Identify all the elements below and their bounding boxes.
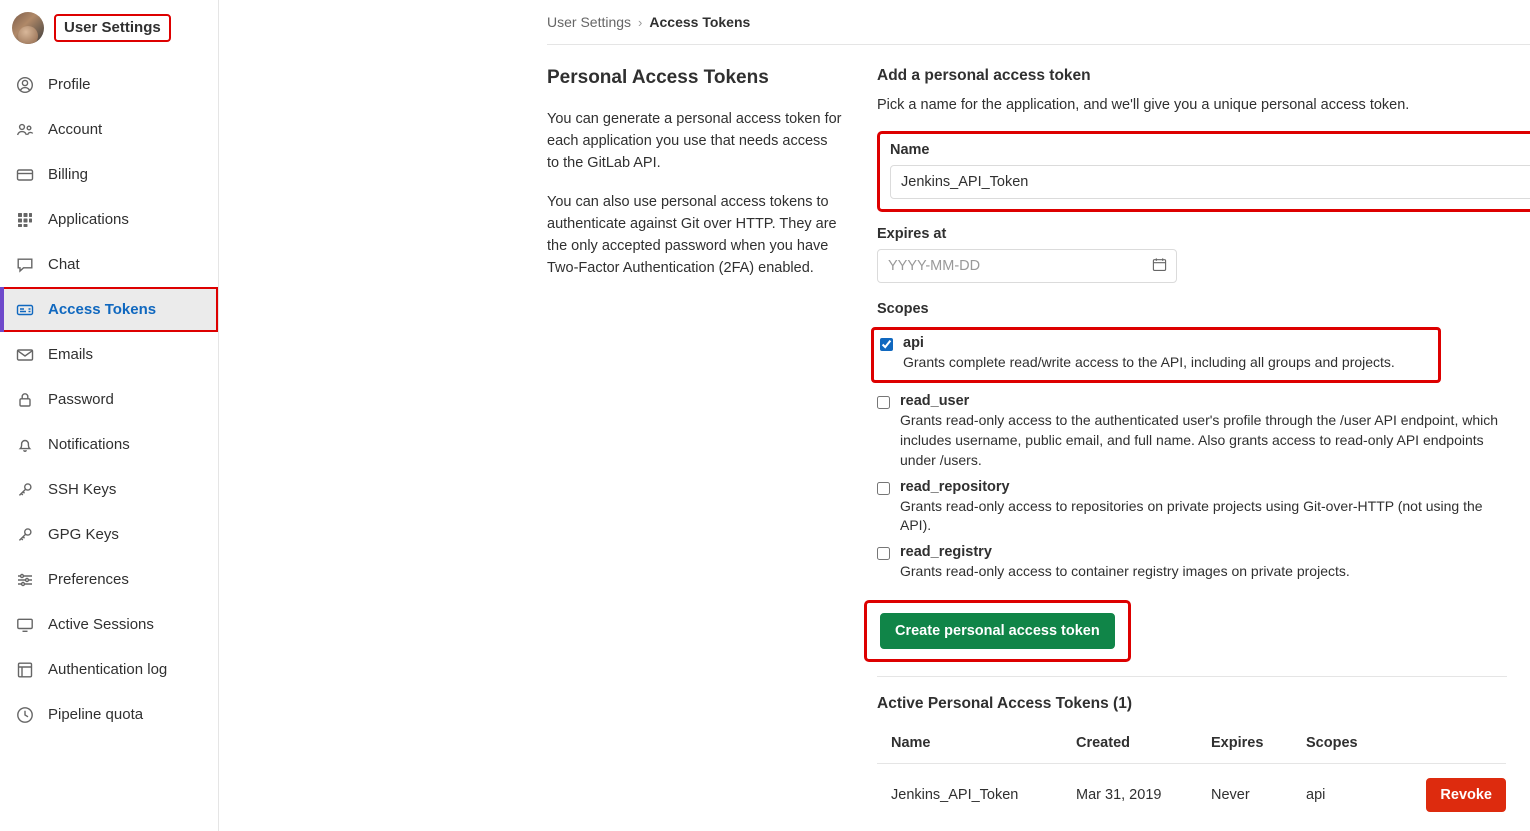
scope-description: Grants read-only access to the authenticated user's profile through the /user API endpoint, which includes username, public email, and full name. Also grants access to read-only API endpoints under /users.: [900, 411, 1499, 468]
scope-checkbox-api[interactable]: [880, 338, 893, 351]
column-header-created: Created: [1062, 727, 1197, 764]
sidebar-item-access-tokens[interactable]: [0, 287, 218, 332]
sidebar-item-label: Notifications: [48, 436, 130, 453]
expires-label: Expires at: [877, 226, 947, 242]
scopes-label: Scopes: [877, 301, 929, 317]
sidebar-item-emails[interactable]: [0, 332, 218, 377]
name-field-highlight: [877, 131, 1530, 212]
scope-name: read_user: [900, 392, 970, 409]
envelope-icon: [16, 346, 34, 364]
scope-name: read_registry: [900, 544, 992, 561]
active-tokens-table: [877, 727, 1506, 826]
scope-description: Grants complete read/write access to the API, including all groups and projects.: [903, 354, 1395, 370]
sidebar-item-pipeline-quota[interactable]: [0, 692, 218, 737]
sidebar-item-preferences[interactable]: [0, 557, 218, 602]
sidebar: [0, 0, 219, 831]
cell-token-actions: [1412, 764, 1506, 827]
clock-icon: [16, 706, 34, 724]
table-row: [877, 764, 1506, 827]
sidebar-item-notifications[interactable]: [0, 422, 218, 467]
sidebar-item-chat[interactable]: [0, 242, 218, 287]
avatar[interactable]: [12, 12, 44, 44]
form-heading: Add a personal access token: [877, 67, 1091, 84]
access-tokens-page: [547, 45, 1530, 826]
log-icon: [16, 661, 34, 679]
sidebar-item-label: Emails: [48, 346, 94, 363]
sidebar-header: [0, 0, 218, 56]
scope-row-read-repository[interactable]: [877, 479, 1530, 537]
cell-token-name: Jenkins_API_Token: [891, 787, 1019, 804]
scope-name: read_repository: [900, 478, 1010, 495]
expires-field-group: [877, 226, 1530, 283]
monitor-icon: [16, 616, 34, 634]
create-personal-access-token-button[interactable]: Create personal access token: [880, 613, 1115, 649]
sidebar-item-applications[interactable]: [0, 197, 218, 242]
cell-token-created: Mar 31, 2019: [1076, 787, 1162, 804]
column-header-expires: Expires: [1197, 727, 1292, 764]
sidebar-item-label: Chat: [48, 256, 80, 273]
sidebar-item-label: GPG Keys: [48, 526, 119, 543]
sidebar-item-password[interactable]: [0, 377, 218, 422]
cell-token-scopes: api: [1306, 787, 1326, 804]
page-title: User Settings: [54, 14, 171, 43]
scope-name: api: [903, 335, 924, 351]
breadcrumb: [547, 0, 1530, 45]
scope-row-read-registry[interactable]: [877, 544, 1530, 582]
expires-input-wrapper: [877, 249, 1177, 283]
token-name-input[interactable]: [890, 165, 1530, 199]
sidebar-item-label: Access Tokens: [48, 301, 157, 318]
page-description: [547, 67, 877, 826]
sidebar-item-label: Pipeline quota: [48, 706, 144, 723]
grid-apps-icon: [16, 211, 34, 229]
scope-description: Grants read-only access to container registry images on private projects.: [900, 563, 1350, 580]
scope-checkbox-read-registry[interactable]: [877, 547, 890, 560]
column-header-name: Name: [877, 727, 1062, 764]
sidebar-item-ssh-keys[interactable]: [0, 467, 218, 512]
account-icon: [16, 121, 34, 139]
key-icon: [16, 526, 34, 544]
column-header-scopes: Scopes: [1292, 727, 1412, 764]
sidebar-item-label: Authentication log: [48, 661, 168, 678]
sidebar-item-profile[interactable]: [0, 62, 218, 107]
description-paragraph-1: You can generate a personal access token for each application you use that needs access to the GitLab API.: [547, 111, 842, 171]
bell-icon: [16, 436, 34, 454]
sidebar-item-label: Account: [48, 121, 103, 138]
sidebar-item-account[interactable]: [0, 107, 218, 152]
breadcrumb-current: Access Tokens: [649, 14, 751, 30]
sidebar-item-label: Password: [48, 391, 114, 408]
form-intro: Pick a name for the application, and we'll give you a unique personal access token.: [877, 97, 1410, 113]
main-content: [219, 0, 1530, 831]
sidebar-item-label: Applications: [48, 211, 129, 228]
name-label: Name: [890, 142, 930, 158]
revoke-button[interactable]: Revoke: [1426, 778, 1506, 812]
scope-row-api[interactable]: [871, 327, 1441, 383]
token-form-column: [877, 67, 1530, 826]
section-divider: [877, 676, 1507, 677]
sidebar-item-label: Active Sessions: [48, 616, 154, 633]
description-paragraph-2: You can also use personal access tokens to authenticate against Git over HTTP. They are the only accepted password when you have Two-Factor Authentication (2FA) enabled.: [547, 194, 837, 276]
sidebar-item-label: SSH Keys: [48, 481, 117, 498]
sidebar-item-billing[interactable]: [0, 152, 218, 197]
active-tokens-heading: Active Personal Access Tokens (1): [877, 695, 1133, 713]
cell-token-expires: Never: [1211, 787, 1250, 804]
scope-row-read-user[interactable]: [877, 393, 1530, 471]
scope-checkbox-read-repository[interactable]: [877, 482, 890, 495]
sidebar-item-label: Preferences: [48, 571, 129, 588]
user-circle-icon: [16, 76, 34, 94]
key-icon: [16, 481, 34, 499]
lock-icon: [16, 391, 34, 409]
scope-description: Grants read-only access to repositories on private projects using Git-over-HTTP (not using the API).: [900, 497, 1483, 534]
breadcrumb-root[interactable]: User Settings: [547, 14, 632, 30]
scopes-section: [877, 301, 1530, 582]
sidebar-item-label: Profile: [48, 76, 91, 93]
scope-checkbox-read-user[interactable]: [877, 396, 890, 409]
create-token-highlight: [864, 600, 1131, 662]
sidebar-item-gpg-keys[interactable]: [0, 512, 218, 557]
breadcrumb-separator-icon: ›: [638, 14, 643, 30]
expires-at-input[interactable]: [877, 249, 1177, 283]
section-heading: Personal Access Tokens: [547, 67, 769, 88]
token-card-icon: [16, 301, 34, 319]
column-header-actions: [1412, 727, 1506, 764]
sidebar-nav: [0, 56, 218, 737]
chat-icon: [16, 256, 34, 274]
sidebar-item-active-sessions[interactable]: [0, 602, 218, 647]
sidebar-item-authentication-log[interactable]: [0, 647, 218, 692]
sidebar-item-label: Billing: [48, 166, 89, 183]
sliders-icon: [16, 571, 34, 589]
table-header-row: [877, 727, 1506, 764]
credit-card-icon: [16, 166, 34, 184]
